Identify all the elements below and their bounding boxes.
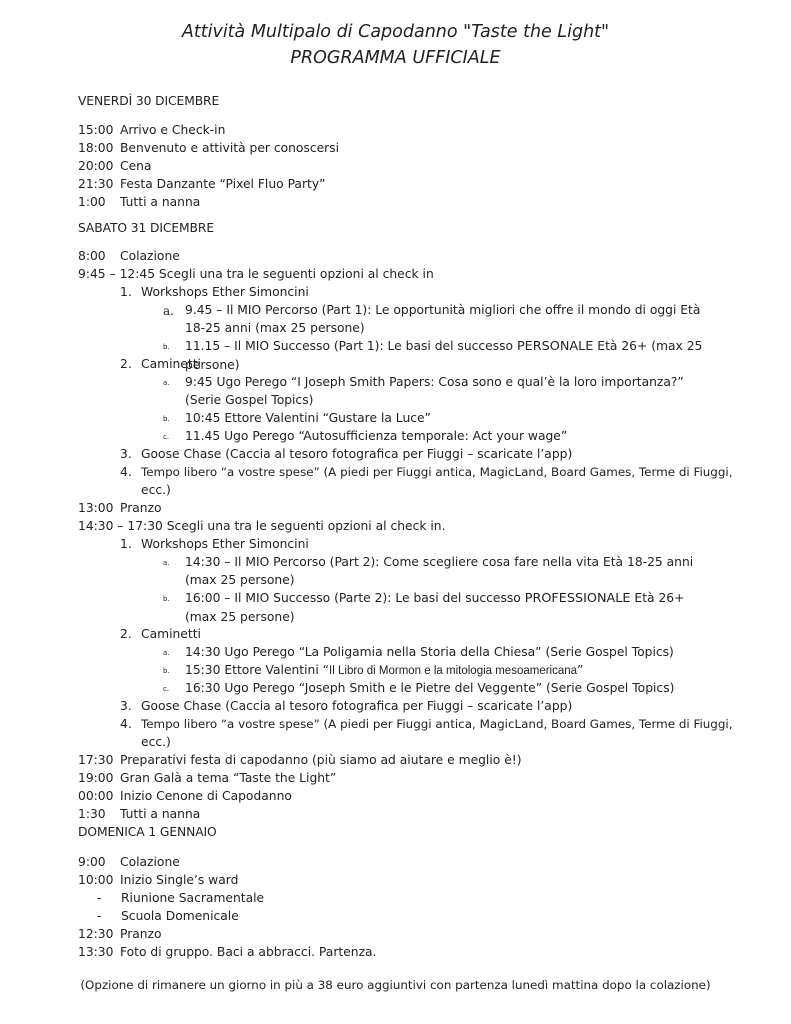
schedule-row: [78, 175, 326, 193]
option-item: [120, 463, 732, 481]
schedule-row: [78, 805, 200, 823]
option-text: Goose Chase (Caccia al tesoro fotografica per Fiuggi – scaricate l’app): [141, 447, 573, 461]
row-text: Pranzo: [120, 501, 162, 515]
row-time: 19:00: [78, 771, 114, 785]
row-text: Tutti a nanna: [120, 807, 201, 821]
row-time: 1:00: [78, 195, 106, 209]
fireside-item: [163, 679, 675, 697]
block-label-morning: 9:45 – 12:45 Scegli una tra le seguenti opzioni al check in: [78, 267, 434, 281]
row-time: 1:30: [78, 807, 106, 821]
row-text: Arrivo e Check-in: [120, 123, 226, 137]
option-text: Tempo libero “a vostre spese” (A piedi per Fiuggi antica, MagicLand, Board Games, Terme di Fiuggi,: [141, 465, 733, 479]
fireside-item: [163, 643, 674, 661]
schedule-row: [78, 139, 339, 157]
row-text: Inizio Single’s ward: [120, 873, 239, 887]
row-time: 12:30: [78, 927, 114, 941]
row-text: Benvenuto e attività per conoscersi: [120, 141, 340, 155]
fireside-item: [163, 373, 684, 409]
item-text: 14:30 – Il MIO Percorso (Part 2): Come scegliere cosa fare nella vita Età 18-25 anni (max 25 persone): [185, 555, 694, 587]
row-time: 13:30: [78, 945, 114, 959]
dash-bullet: -: [97, 909, 102, 923]
option-text: Goose Chase (Caccia al tesoro fotografica per Fiuggi – scaricate l’app): [141, 699, 573, 713]
item-text: 15:30 Ettore Valentini “: [185, 663, 330, 677]
row-time: 20:00: [78, 159, 114, 173]
row-time: 10:00: [78, 873, 114, 887]
section-heading-sunday: DOMENICA 1 GENNAIO: [78, 825, 217, 839]
option-item: [120, 715, 732, 733]
fireside-item: [163, 409, 431, 427]
option-number: 3.: [120, 699, 132, 713]
schedule-row: [78, 853, 180, 871]
option-item: [120, 697, 572, 715]
schedule-row: [78, 871, 238, 889]
sub-item-text: Riunione Sacramentale: [121, 891, 265, 905]
workshop-item: [163, 301, 701, 337]
sub-item-text: Scuola Domenicale: [121, 909, 239, 923]
sub-item: [97, 889, 264, 907]
section-heading-friday: VENERDÌ 30 DICEMBRE: [78, 94, 220, 108]
item-emphasis: PERSONALE: [516, 339, 594, 354]
item-text-end: ”: [577, 663, 584, 677]
row-time: 13:00: [78, 501, 114, 515]
option-text: Caminetti: [141, 357, 201, 371]
option-number: 3.: [120, 447, 132, 461]
item-letter: c.: [163, 684, 170, 693]
row-text: Pranzo: [120, 927, 162, 941]
schedule-row: [78, 751, 522, 769]
option-text: Tempo libero “a vostre spese” (A piedi per Fiuggi antica, MagicLand, Board Games, Terme di Fiuggi,: [141, 717, 733, 731]
document-subtitle: PROGRAMMA UFFICIALE: [290, 48, 501, 68]
document-title: Attività Multipalo di Capodanno "Taste the Light": [181, 22, 610, 42]
item-letter: b.: [163, 666, 170, 675]
row-text: Preparativi festa di capodanno (più siamo ad aiutare e meglio è!): [120, 753, 522, 767]
dash-bullet: -: [97, 891, 102, 905]
section-heading-saturday: SABATO 31 DICEMBRE: [78, 221, 215, 235]
option-text-continued: ecc.): [141, 483, 171, 497]
option-item: [120, 535, 309, 553]
option-number: 4.: [120, 717, 132, 731]
schedule-row: [78, 769, 336, 787]
option-number: 2.: [120, 357, 132, 371]
schedule-row: [78, 925, 162, 943]
item-letter: a.: [163, 378, 170, 387]
item-text: 16:30 Ugo Perego “Joseph Smith e le Pietre del Veggente” (Serie Gospel Topics): [185, 681, 675, 695]
option-number: 1.: [120, 285, 132, 299]
fireside-item: [163, 427, 568, 445]
option-item: [120, 625, 201, 643]
row-text: Colazione: [120, 855, 180, 869]
item-letter: c.: [163, 432, 170, 441]
sub-item: [97, 907, 239, 925]
footer-note: (Opzione di rimanere un giorno in più a 38 euro aggiuntivi con partenza lunedì mattina dopo la colazione): [80, 978, 711, 992]
item-text: 16:00 – Il MIO Successo (Parte 2): Le basi del successo: [185, 591, 525, 605]
item-text: 11.15 – Il MIO Successo (Part 1): Le basi del successo: [185, 339, 517, 353]
row-time: 8:00: [78, 249, 106, 263]
option-item: [120, 355, 201, 373]
schedule-row: [78, 121, 225, 139]
item-text: 14:30 Ugo Perego “La Poligamia nella Storia della Chiesa” (Serie Gospel Topics): [185, 645, 674, 659]
row-text: Foto di gruppo. Baci a abbracci. Partenza.: [120, 945, 377, 959]
item-text: 9:45 Ugo Perego “I Joseph Smith Papers: Cosa sono e qual’è la loro importanza?” (Serie Gospel Topics): [185, 375, 684, 407]
row-text: Festa Danzante “Pixel Fluo Party”: [120, 177, 326, 191]
row-text: Gran Galà a tema “Taste the Light”: [120, 771, 337, 785]
item-emphasis: PROFESSIONALE: [524, 591, 631, 606]
row-text: Cena: [120, 159, 152, 173]
schedule-row: [78, 943, 376, 961]
item-text: 11.45 Ugo Perego “Autosufficienza temporale: Act your wage”: [185, 429, 568, 443]
row-time: 17:30: [78, 753, 114, 767]
row-time: 00:00: [78, 789, 114, 803]
item-letter: a.: [163, 303, 174, 318]
item-text: 10:45 Ettore Valentini “Gustare la Luce”: [185, 411, 431, 425]
row-text: Inizio Cenone di Capodanno: [120, 789, 292, 803]
option-text-continued: ecc.): [141, 735, 171, 749]
schedule-row: [78, 193, 200, 211]
item-title: Il Libro di Mormon e la mitologia mesoamericana: [329, 665, 578, 677]
item-text-end: Età 26+ (max 25 persone): [185, 339, 703, 372]
schedule-row: [78, 787, 292, 805]
item-letter: a.: [163, 558, 170, 567]
workshop-item: [163, 553, 694, 589]
option-text: Caminetti: [141, 627, 201, 641]
row-time: 18:00: [78, 141, 114, 155]
item-letter: b.: [163, 342, 170, 351]
option-number: 2.: [120, 627, 132, 641]
schedule-row: [78, 499, 162, 517]
item-letter: b.: [163, 594, 170, 603]
row-time: 21:30: [78, 177, 114, 191]
item-letter: b.: [163, 414, 170, 423]
option-text: Workshops Ether Simoncini: [141, 285, 309, 299]
schedule-row: [78, 157, 151, 175]
row-time: 9:00: [78, 855, 106, 869]
schedule-row: [78, 247, 180, 265]
option-item: [120, 283, 309, 301]
option-number: 4.: [120, 465, 132, 479]
row-text: Tutti a nanna: [120, 195, 201, 209]
option-number: 1.: [120, 537, 132, 551]
item-text-end: Età 26+ (max 25 persone): [185, 591, 685, 624]
workshop-item: [163, 589, 685, 625]
item-text: 9.45 – Il MIO Percorso (Part 1): Le opportunità migliori che offre il mondo di oggi Età 18-25 anni (max 25 persone): [185, 303, 701, 335]
option-item: [120, 445, 572, 463]
block-label-afternoon: 14:30 – 17:30 Scegli una tra le seguenti opzioni al check in.: [78, 519, 446, 533]
row-text: Colazione: [120, 249, 180, 263]
item-letter: a.: [163, 648, 170, 657]
row-time: 15:00: [78, 123, 114, 137]
option-text: Workshops Ether Simoncini: [141, 537, 309, 551]
fireside-item: [163, 661, 584, 679]
